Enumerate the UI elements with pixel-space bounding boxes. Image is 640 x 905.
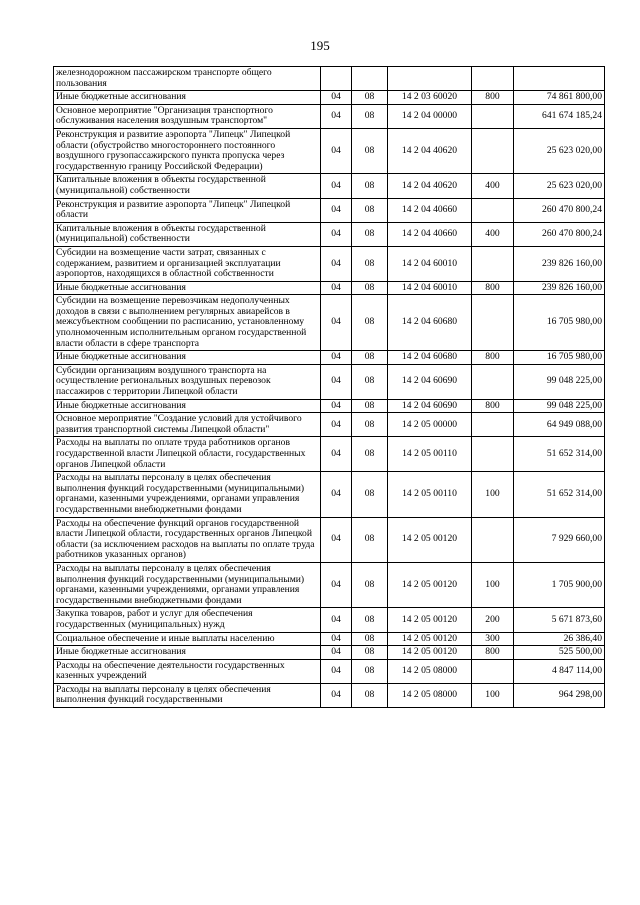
target-article-cell: 14 2 05 00120 xyxy=(388,646,472,660)
section-code-cell: 04 xyxy=(321,295,352,351)
section-code-cell: 04 xyxy=(321,517,352,562)
row-name-cell: Иные бюджетные ассигнования xyxy=(54,646,321,660)
row-name-cell: Расходы на выплаты персоналу в целях обеспечения выполнения функций государственными xyxy=(54,683,321,707)
amount-cell: 25 623 020,00 xyxy=(514,128,605,173)
expense-type-cell xyxy=(472,295,514,351)
row-name-cell: Закупка товаров, работ и услуг для обеспечения государственных (муниципальных) нужд xyxy=(54,608,321,632)
row-name-cell: Иные бюджетные ассигнования xyxy=(54,91,321,105)
table-row xyxy=(54,437,605,472)
expense-type-cell: 300 xyxy=(472,632,514,646)
row-name-cell: Расходы на обеспечение функций органов государственной власти Липецкой области, государственных органов Липецкой области (за исключением расходов на выплаты по оплате труда работников указанных органов) xyxy=(54,517,321,562)
amount-cell: 25 623 020,00 xyxy=(514,174,605,198)
table-row xyxy=(54,399,605,413)
amount-cell: 51 652 314,00 xyxy=(514,472,605,517)
subsection-code-cell: 08 xyxy=(352,91,388,105)
amount-cell: 99 048 225,00 xyxy=(514,399,605,413)
target-article-cell: 14 2 04 40660 xyxy=(388,222,472,246)
section-code-cell: 04 xyxy=(321,472,352,517)
expense-type-cell: 800 xyxy=(472,646,514,660)
subsection-code-cell: 08 xyxy=(352,683,388,707)
amount-cell: 64 949 088,00 xyxy=(514,413,605,437)
expense-type-cell xyxy=(472,413,514,437)
target-article-cell: 14 2 04 60680 xyxy=(388,295,472,351)
section-code-cell: 04 xyxy=(321,198,352,222)
subsection-code-cell: 08 xyxy=(352,399,388,413)
section-code-cell: 04 xyxy=(321,174,352,198)
target-article-cell: 14 2 05 00120 xyxy=(388,608,472,632)
table-row xyxy=(54,632,605,646)
subsection-code-cell: 08 xyxy=(352,659,388,683)
row-name-cell: Расходы на выплаты персоналу в целях обеспечения выполнения функций государственными (муниципальными) органами, казенными учреждениями, органами управления государственными внебюджетными фондами xyxy=(54,472,321,517)
target-article-cell: 14 2 05 00120 xyxy=(388,517,472,562)
section-code-cell: 04 xyxy=(321,562,352,607)
amount-cell: 7 929 660,00 xyxy=(514,517,605,562)
row-name-cell: Субсидии организациям воздушного транспорта на осуществление региональных воздушных перевозок пассажиров с территории Липецкой области xyxy=(54,364,321,399)
section-code-cell: 04 xyxy=(321,364,352,399)
table-row xyxy=(54,104,605,128)
row-name-cell: железнодорожном пассажирском транспорте общего пользования xyxy=(54,67,321,91)
amount-cell xyxy=(514,67,605,91)
expense-type-cell xyxy=(472,104,514,128)
section-code-cell: 04 xyxy=(321,104,352,128)
budget-table xyxy=(53,66,605,708)
section-code-cell: 04 xyxy=(321,128,352,173)
amount-cell: 260 470 800,24 xyxy=(514,222,605,246)
expense-type-cell xyxy=(472,128,514,173)
budget-table-body xyxy=(54,67,605,708)
expense-type-cell: 100 xyxy=(472,562,514,607)
target-article-cell: 14 2 05 00110 xyxy=(388,437,472,472)
amount-cell: 641 674 185,24 xyxy=(514,104,605,128)
table-row xyxy=(54,222,605,246)
target-article-cell: 14 2 03 60020 xyxy=(388,91,472,105)
expense-type-cell: 200 xyxy=(472,608,514,632)
target-article-cell: 14 2 04 60680 xyxy=(388,351,472,365)
amount-cell: 26 386,40 xyxy=(514,632,605,646)
table-row xyxy=(54,198,605,222)
section-code-cell: 04 xyxy=(321,222,352,246)
table-row xyxy=(54,413,605,437)
row-name-cell: Социальное обеспечение и иные выплаты населению xyxy=(54,632,321,646)
table-row xyxy=(54,646,605,660)
table-row xyxy=(54,246,605,281)
target-article-cell: 14 2 05 00120 xyxy=(388,632,472,646)
expense-type-cell xyxy=(472,198,514,222)
expense-type-cell: 800 xyxy=(472,399,514,413)
subsection-code-cell: 08 xyxy=(352,517,388,562)
expense-type-cell xyxy=(472,67,514,91)
expense-type-cell xyxy=(472,437,514,472)
amount-cell: 239 826 160,00 xyxy=(514,246,605,281)
expense-type-cell xyxy=(472,659,514,683)
amount-cell: 239 826 160,00 xyxy=(514,281,605,295)
target-article-cell xyxy=(388,67,472,91)
row-name-cell: Субсидии на возмещение части затрат, связанных с содержанием, развитием и организацией эксплуатации аэропортов, находящихся в областной собственности xyxy=(54,246,321,281)
target-article-cell: 14 2 04 60010 xyxy=(388,246,472,281)
expense-type-cell: 400 xyxy=(472,222,514,246)
expense-type-cell: 800 xyxy=(472,91,514,105)
expense-type-cell: 400 xyxy=(472,174,514,198)
amount-cell: 5 671 873,60 xyxy=(514,608,605,632)
amount-cell: 525 500,00 xyxy=(514,646,605,660)
section-code-cell: 04 xyxy=(321,91,352,105)
amount-cell: 4 847 114,00 xyxy=(514,659,605,683)
section-code-cell: 04 xyxy=(321,281,352,295)
table-row xyxy=(54,364,605,399)
row-name-cell: Расходы на обеспечение деятельности государственных казенных учреждений xyxy=(54,659,321,683)
row-name-cell: Расходы на выплаты персоналу в целях обеспечения выполнения функций государственными (муниципальными) органами, казенными учреждениями, органами управления государственными внебюджетными фондами xyxy=(54,562,321,607)
subsection-code-cell: 08 xyxy=(352,437,388,472)
target-article-cell: 14 2 04 00000 xyxy=(388,104,472,128)
row-name-cell: Капитальные вложения в объекты государственной (муниципальной) собственности xyxy=(54,222,321,246)
subsection-code-cell: 08 xyxy=(352,174,388,198)
table-row xyxy=(54,472,605,517)
table-row xyxy=(54,683,605,707)
expense-type-cell xyxy=(472,364,514,399)
section-code-cell: 04 xyxy=(321,246,352,281)
target-article-cell: 14 2 05 08000 xyxy=(388,683,472,707)
subsection-code-cell: 08 xyxy=(352,281,388,295)
amount-cell: 74 861 800,00 xyxy=(514,91,605,105)
target-article-cell: 14 2 05 00120 xyxy=(388,562,472,607)
subsection-code-cell: 08 xyxy=(352,351,388,365)
target-article-cell: 14 2 04 60690 xyxy=(388,399,472,413)
subsection-code-cell: 08 xyxy=(352,295,388,351)
table-row xyxy=(54,659,605,683)
section-code-cell xyxy=(321,67,352,91)
subsection-code-cell: 08 xyxy=(352,472,388,517)
section-code-cell: 04 xyxy=(321,659,352,683)
subsection-code-cell: 08 xyxy=(352,364,388,399)
target-article-cell: 14 2 04 40620 xyxy=(388,128,472,173)
subsection-code-cell: 08 xyxy=(352,246,388,281)
row-name-cell: Капитальные вложения в объекты государственной (муниципальной) собственности xyxy=(54,174,321,198)
row-name-cell: Реконструкция и развитие аэропорта "Липецк" Липецкой области (обустройство многостороннего постоянного воздушного грузопассажирского пункта пропуска через государственную границу Российской Федерации) xyxy=(54,128,321,173)
table-row xyxy=(54,91,605,105)
amount-cell: 260 470 800,24 xyxy=(514,198,605,222)
subsection-code-cell xyxy=(352,67,388,91)
section-code-cell: 04 xyxy=(321,399,352,413)
target-article-cell: 14 2 05 00110 xyxy=(388,472,472,517)
table-row xyxy=(54,295,605,351)
amount-cell: 1 705 900,00 xyxy=(514,562,605,607)
target-article-cell: 14 2 05 00000 xyxy=(388,413,472,437)
amount-cell: 51 652 314,00 xyxy=(514,437,605,472)
section-code-cell: 04 xyxy=(321,437,352,472)
section-code-cell: 04 xyxy=(321,608,352,632)
row-name-cell: Основное мероприятие "Создание условий для устойчивого развития транспортной системы Липецкой области" xyxy=(54,413,321,437)
subsection-code-cell: 08 xyxy=(352,608,388,632)
section-code-cell: 04 xyxy=(321,646,352,660)
expense-type-cell xyxy=(472,517,514,562)
expense-type-cell: 800 xyxy=(472,351,514,365)
target-article-cell: 14 2 04 40660 xyxy=(388,198,472,222)
page-number: 195 xyxy=(310,38,330,53)
subsection-code-cell: 08 xyxy=(352,198,388,222)
subsection-code-cell: 08 xyxy=(352,222,388,246)
target-article-cell: 14 2 04 40620 xyxy=(388,174,472,198)
expense-type-cell: 100 xyxy=(472,472,514,517)
row-name-cell: Иные бюджетные ассигнования xyxy=(54,399,321,413)
expense-type-cell: 800 xyxy=(472,281,514,295)
table-row xyxy=(54,128,605,173)
amount-cell: 99 048 225,00 xyxy=(514,364,605,399)
amount-cell: 16 705 980,00 xyxy=(514,351,605,365)
section-code-cell: 04 xyxy=(321,683,352,707)
table-row xyxy=(54,517,605,562)
expense-type-cell xyxy=(472,246,514,281)
row-name-cell: Реконструкция и развитие аэропорта "Липецк" Липецкой области xyxy=(54,198,321,222)
expense-type-cell: 100 xyxy=(472,683,514,707)
table-row xyxy=(54,608,605,632)
table-row xyxy=(54,351,605,365)
target-article-cell: 14 2 05 08000 xyxy=(388,659,472,683)
row-name-cell: Основное мероприятие "Организация транспортного обслуживания населения воздушным транспортом" xyxy=(54,104,321,128)
table-row xyxy=(54,562,605,607)
amount-cell: 964 298,00 xyxy=(514,683,605,707)
subsection-code-cell: 08 xyxy=(352,128,388,173)
row-name-cell: Субсидии на возмещение перевозчикам недополученных доходов в связи с выполнением регулярных авиарейсов в межсубъектном сообщении по расписанию, установленному уполномоченным исполнительным органом государственной власти области в сфере транспорта xyxy=(54,295,321,351)
subsection-code-cell: 08 xyxy=(352,104,388,128)
subsection-code-cell: 08 xyxy=(352,646,388,660)
table-row xyxy=(54,281,605,295)
subsection-code-cell: 08 xyxy=(352,413,388,437)
subsection-code-cell: 08 xyxy=(352,562,388,607)
table-row xyxy=(54,174,605,198)
subsection-code-cell: 08 xyxy=(352,632,388,646)
row-name-cell: Иные бюджетные ассигнования xyxy=(54,351,321,365)
section-code-cell: 04 xyxy=(321,351,352,365)
table-row xyxy=(54,67,605,91)
amount-cell: 16 705 980,00 xyxy=(514,295,605,351)
section-code-cell: 04 xyxy=(321,632,352,646)
row-name-cell: Расходы на выплаты по оплате труда работников органов государственной власти Липецкой области, государственных органов Липецкой области xyxy=(54,437,321,472)
target-article-cell: 14 2 04 60010 xyxy=(388,281,472,295)
section-code-cell: 04 xyxy=(321,413,352,437)
target-article-cell: 14 2 04 60690 xyxy=(388,364,472,399)
row-name-cell: Иные бюджетные ассигнования xyxy=(54,281,321,295)
